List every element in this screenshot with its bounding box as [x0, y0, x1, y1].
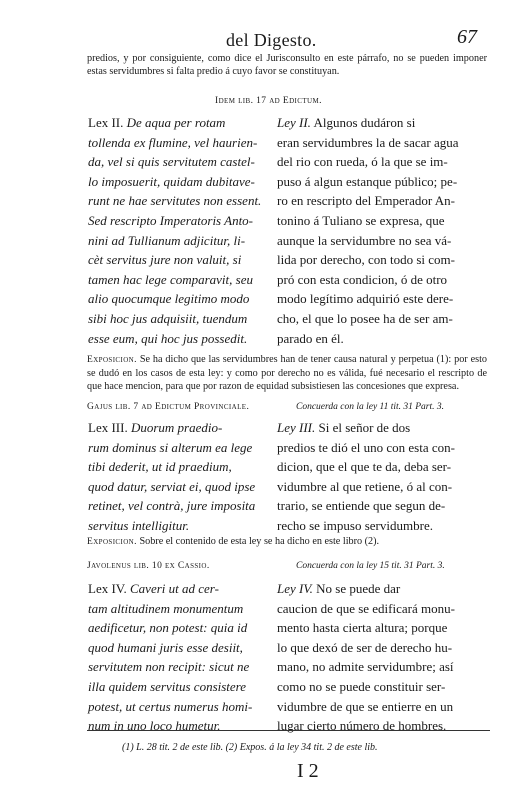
spanish-line: dicion, que el que te da, deba ser-: [277, 459, 452, 475]
signature-mark: I 2: [297, 760, 319, 782]
spanish-line: tonino á Tuliano se expresa, que: [277, 212, 445, 228]
spanish-line: modo legítimo adquirió este dere-: [277, 291, 454, 307]
latin-line: quod humani juris esse desiit,: [88, 639, 243, 655]
spanish-text-ley-4: [277, 579, 490, 736]
footnote-rule: [87, 730, 490, 731]
latin-line: nini ad Tullianum adjicitur, li-: [88, 232, 246, 248]
spanish-line: recho se impuso servidumbre.: [277, 517, 433, 533]
latin-line: tibi dederit, ut id praedium,: [88, 459, 232, 475]
spanish-line: lo que dexó de ser de derecho hu-: [277, 639, 453, 655]
spanish-line: mento hasta cierta altura; porque: [277, 620, 448, 636]
latin-line: alio quocumque legitimo modo: [88, 291, 250, 307]
law-number: Ley III.: [277, 420, 316, 435]
latin-line: Lex III. Duorum praedio-: [88, 420, 223, 435]
latin-line: lo imposuerit, quidam dubitave-: [88, 173, 255, 189]
spanish-text-ley-2: [277, 113, 490, 348]
spanish-line: predios te dió el uno con esta con-: [277, 439, 455, 455]
latin-line: rum dominus si alterum ea lege: [88, 439, 253, 455]
exposicion-label: Exposicion.: [87, 537, 137, 547]
latin-line: potest, ut certus numerus homi-: [88, 698, 253, 714]
latin-line: tamen hac lege comparavit, seu: [88, 271, 253, 287]
spanish-line: lugar cierto número de hombres.: [277, 718, 447, 734]
latin-line: tam altitudinem monumentum: [88, 600, 244, 616]
exposicion-2: [87, 535, 487, 549]
spanish-line: Ley II. Algunos dudáron si: [277, 115, 416, 130]
spanish-line: Ley IV. No se puede dar: [277, 581, 401, 596]
latin-line: sibi hoc jus adquisiit, tuendum: [88, 310, 248, 326]
latin-line: tollenda ex flumine, vel haurien-: [88, 134, 258, 150]
latin-line: num in uno loco humetur.: [88, 718, 221, 734]
exposicion-label: Exposicion.: [87, 355, 137, 365]
spanish-line: como no se puede constituir ser-: [277, 678, 446, 694]
latin-line: aedificetur, non potest: quia id: [88, 620, 248, 636]
spanish-line: vidumbre de que se entierre en un: [277, 698, 454, 714]
footnotes: (1) L. 28 tit. 2 de este lib. (2) Expos. á la ley 34 tit. 2 de este lib.: [122, 742, 378, 753]
spanish-line: ro en rescripto del Emperador An-: [277, 193, 455, 209]
source-citation-lex-3: Gajus lib. 7 ad Edictum Provinciale.: [87, 402, 250, 412]
exposicion-text: Se ha dicho que las servidumbres han de tener causa natural y perpetua (1): por esto se dudó en los casos de esta ley: y como por derecho no es válida, fué necesario el rescripto de que hace mencion, para que por razon de equidad subsistiesen las concesiones que expresa.: [87, 354, 488, 393]
latin-line: quod datur, serviat ei, quod ipse: [88, 478, 256, 494]
page-number: 67: [457, 26, 477, 48]
spanish-line: eran servidumbres la de sacar agua: [277, 134, 459, 150]
spanish-text-ley-3: [277, 418, 490, 536]
latin-line: Lex IV. Caveri ut ad cer-: [88, 581, 219, 596]
concordance-ley-4: Concuerda con la ley 15 tit. 31 Part. 3.: [296, 561, 445, 571]
latin-line: runt ne hae servitutes non essent.: [88, 193, 262, 209]
running-header: del Digesto.: [226, 30, 317, 50]
spanish-line: mano, no admite servidumbre; así: [277, 659, 454, 675]
spanish-line: trario, se entiende que segun de-: [277, 498, 446, 514]
latin-line: servitus intelligitur.: [88, 517, 190, 533]
law-number: Ley IV.: [277, 581, 313, 596]
latin-line: retinet, vel contrà, jure imposita: [88, 498, 256, 514]
latin-line: Lex II. De aqua per rotam: [88, 115, 226, 130]
spanish-line: Ley III. Si el señor de dos: [277, 420, 411, 435]
exposicion-1: [87, 353, 487, 394]
latin-text-lex-4: [88, 579, 296, 736]
latin-line: illa quidem servitus consistere: [88, 678, 247, 694]
law-number: Lex IV.: [88, 581, 127, 596]
spanish-line: del rio con rueda, ó la que se im-: [277, 154, 448, 170]
spanish-line: parado en él.: [277, 330, 344, 346]
spanish-line: puso á algun estanque público; pe-: [277, 173, 458, 189]
latin-text-lex-3: [88, 418, 296, 536]
latin-line: esse eum, qui hoc jus possedit.: [88, 330, 248, 346]
spanish-line: caucion de que se edificará monu-: [277, 600, 455, 616]
spanish-line: vidumbre al que retiene, ó al con-: [277, 478, 453, 494]
concordance-ley-3: Concuerda con la ley 11 tit. 31 Part. 3.: [296, 402, 445, 412]
source-citation-lex-2: Idem lib. 17 ad Edictum.: [215, 96, 322, 106]
latin-text-lex-2: [88, 113, 296, 348]
latin-line: da, vel si quis servitutem castel-: [88, 154, 255, 170]
law-number: Lex III.: [88, 420, 128, 435]
spanish-line: pró con esta condicion, ó de otro: [277, 271, 448, 287]
latin-line: servitutem non recipit: sicut ne: [88, 659, 250, 675]
spanish-line: lida por derecho, con todo si com-: [277, 252, 455, 268]
latin-line: Sed rescripto Imperatoris Anto-: [88, 212, 254, 228]
exposicion-text: Sobre el contenido de esta ley se ha dicho en este libro (2).: [139, 536, 380, 547]
source-citation-lex-4: Javolenus lib. 10 ex Cassio.: [87, 561, 210, 571]
spanish-line: aunque la servidumbre no sea vá-: [277, 232, 452, 248]
law-number: Lex II.: [88, 115, 124, 130]
law-number: Ley II.: [277, 115, 311, 130]
spanish-line: cho, el que lo posee ha de ser am-: [277, 310, 453, 326]
latin-line: cèt servitus jure non valuit, si: [88, 252, 242, 268]
carryover-paragraph: predios, y por consiguiente, como dice el Jurisconsulto en este párrafo, no se pueden imponer estas servidumbres si falta predio á cuyo favor se constituyan.: [87, 53, 487, 77]
